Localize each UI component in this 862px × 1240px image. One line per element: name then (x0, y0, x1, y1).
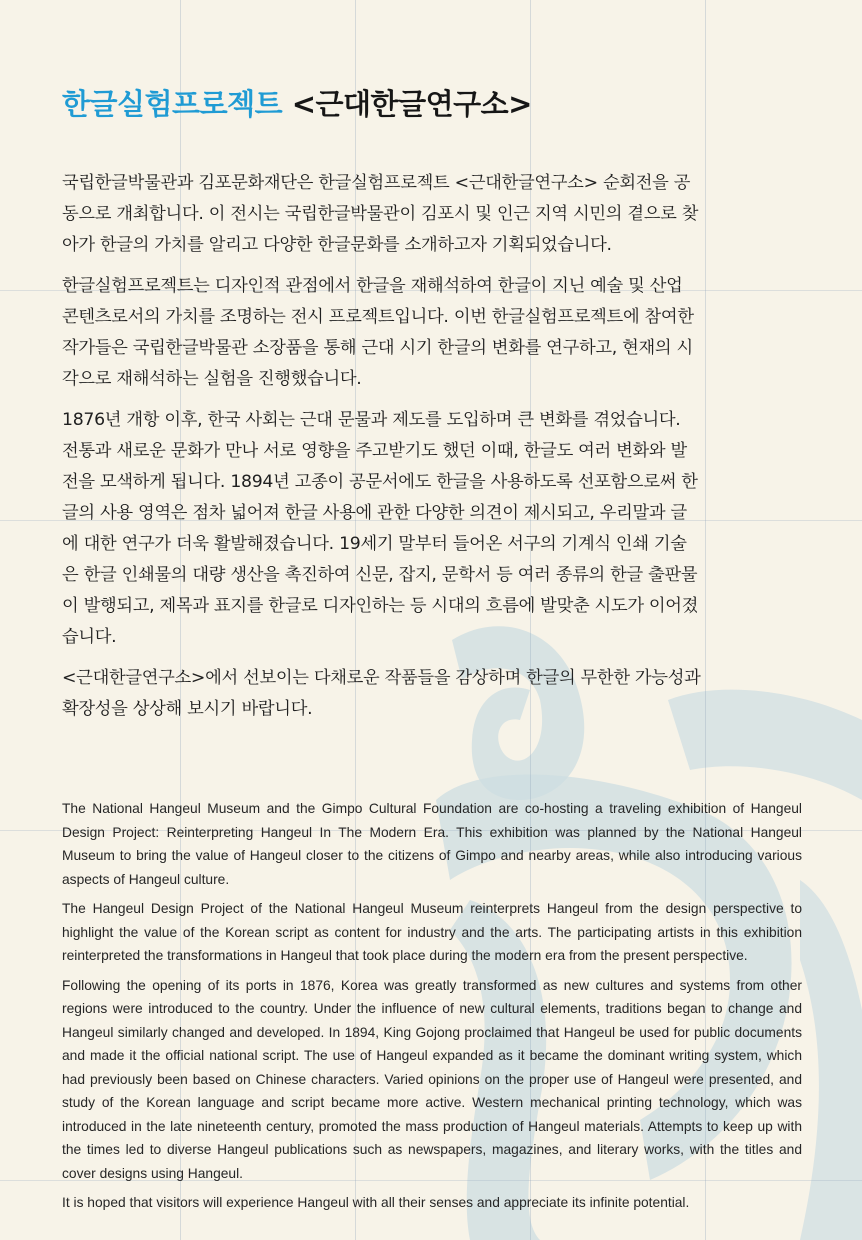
document-body (62, 84, 802, 1221)
korean-paragraph: 한글실험프로젝트는 디자인적 관점에서 한글을 재해석하여 한글이 지닌 예술 및 산업 콘텐츠로서의 가치를 조명하는 전시 프로젝트입니다. 이번 한글실험프로젝트에 참여한 작가들은 국립한글박물관 소장품을 통해 근대 시기 한글의 변화를 연구하고, 현재의 시각으로 재해석하는 실험을 진행했습니다. (62, 276, 694, 389)
title-main: <근대한글연구소> (291, 87, 532, 121)
english-text-section (62, 797, 802, 1215)
english-paragraph: The Hangeul Design Project of the National Hangeul Museum reinterprets Hangeul from the design perspective to highlight the value of the Korean script as content for industry and the arts. The participating artists in this exhibition reinterpreted the transformations in Hangeul that took place during the modern era from the present perspective. (62, 901, 802, 963)
korean-paragraph: <근대한글연구소>에서 선보이는 다채로운 작품들을 감상하며 한글의 무한한 가능성과 확장성을 상상해 보시기 바랍니다. (62, 668, 701, 719)
korean-paragraph: 국립한글박물관과 김포문화재단은 한글실험프로젝트 <근대한글연구소> 순회전을 공동으로 개최합니다. 이 전시는 국립한글박물관이 김포시 및 인근 지역 시민의 곁으로 찾아가 한글의 가치를 알리고 다양한 한글문화를 소개하고자 기획되었습니다. (62, 173, 699, 255)
title-accent: 한글실험프로젝트 (62, 87, 283, 121)
english-paragraph: The National Hangeul Museum and the Gimpo Cultural Foundation are co-hosting a traveling exhibition of Hangeul Design Project: Reinterpreting Hangeul In The Modern Era. This exhibition was planned by the National Hangeul Museum to bring the value of Hangeul closer to the citizens of Gimpo and nearby areas, while also introducing various aspects of Hangeul culture. (62, 801, 802, 887)
english-paragraph: Following the opening of its ports in 1876, Korea was greatly transformed as new cultures and systems from other regions were introduced to the country. Under the influence of new cultural elements, traditions began to change and Hangeul similarly changed and developed. In 1894, King Gojong proclaimed that Hangeul be used for public documents and made it the official national script. The use of Hangeul expanded as it became the dominant writing system, which had previously been based on Chinese characters. Varied opinions on the proper use of Hangeul were presented, and study of the Korean language and script became more active. Western mechanical printing technology, which was introduced in the late nineteenth century, promoted the mass production of Hangeul materials. Attempts to keep up with the times led to diverse Hangeul publications such as newspapers, magazines, and literary works, with the titles and cover designs using Hangeul. (62, 977, 802, 1181)
korean-text-section (62, 168, 802, 725)
english-paragraph: It is hoped that visitors will experience Hangeul with all their senses and appreciate its infinite potential. (62, 1195, 690, 1210)
page-title (62, 84, 802, 124)
korean-paragraph: 1876년 개항 이후, 한국 사회는 근대 문물과 제도를 도입하며 큰 변화를 겪었습니다. 전통과 새로운 문화가 만나 서로 영향을 주고받기도 했던 이때, 한글도 여러 변화와 발전을 모색하게 됩니다. 1894년 고종이 공문서에도 한글을 사용하도록 선포함으로써 한글의 사용 영역은 점차 넓어져 한글 사용에 관한 다양한 의견이 제시되고, 우리말과 글에 대한 연구가 더욱 활발해졌습니다. 19세기 말부터 들어온 서구의 기계식 인쇄 기술은 한글 인쇄물의 대량 생산을 촉진하여 신문, 잡지, 문학서 등 여러 종류의 한글 출판물이 발행되고, 제목과 표지를 한글로 디자인하는 등 시대의 흐름에 발맞춘 시도가 이어졌습니다. (62, 410, 699, 647)
